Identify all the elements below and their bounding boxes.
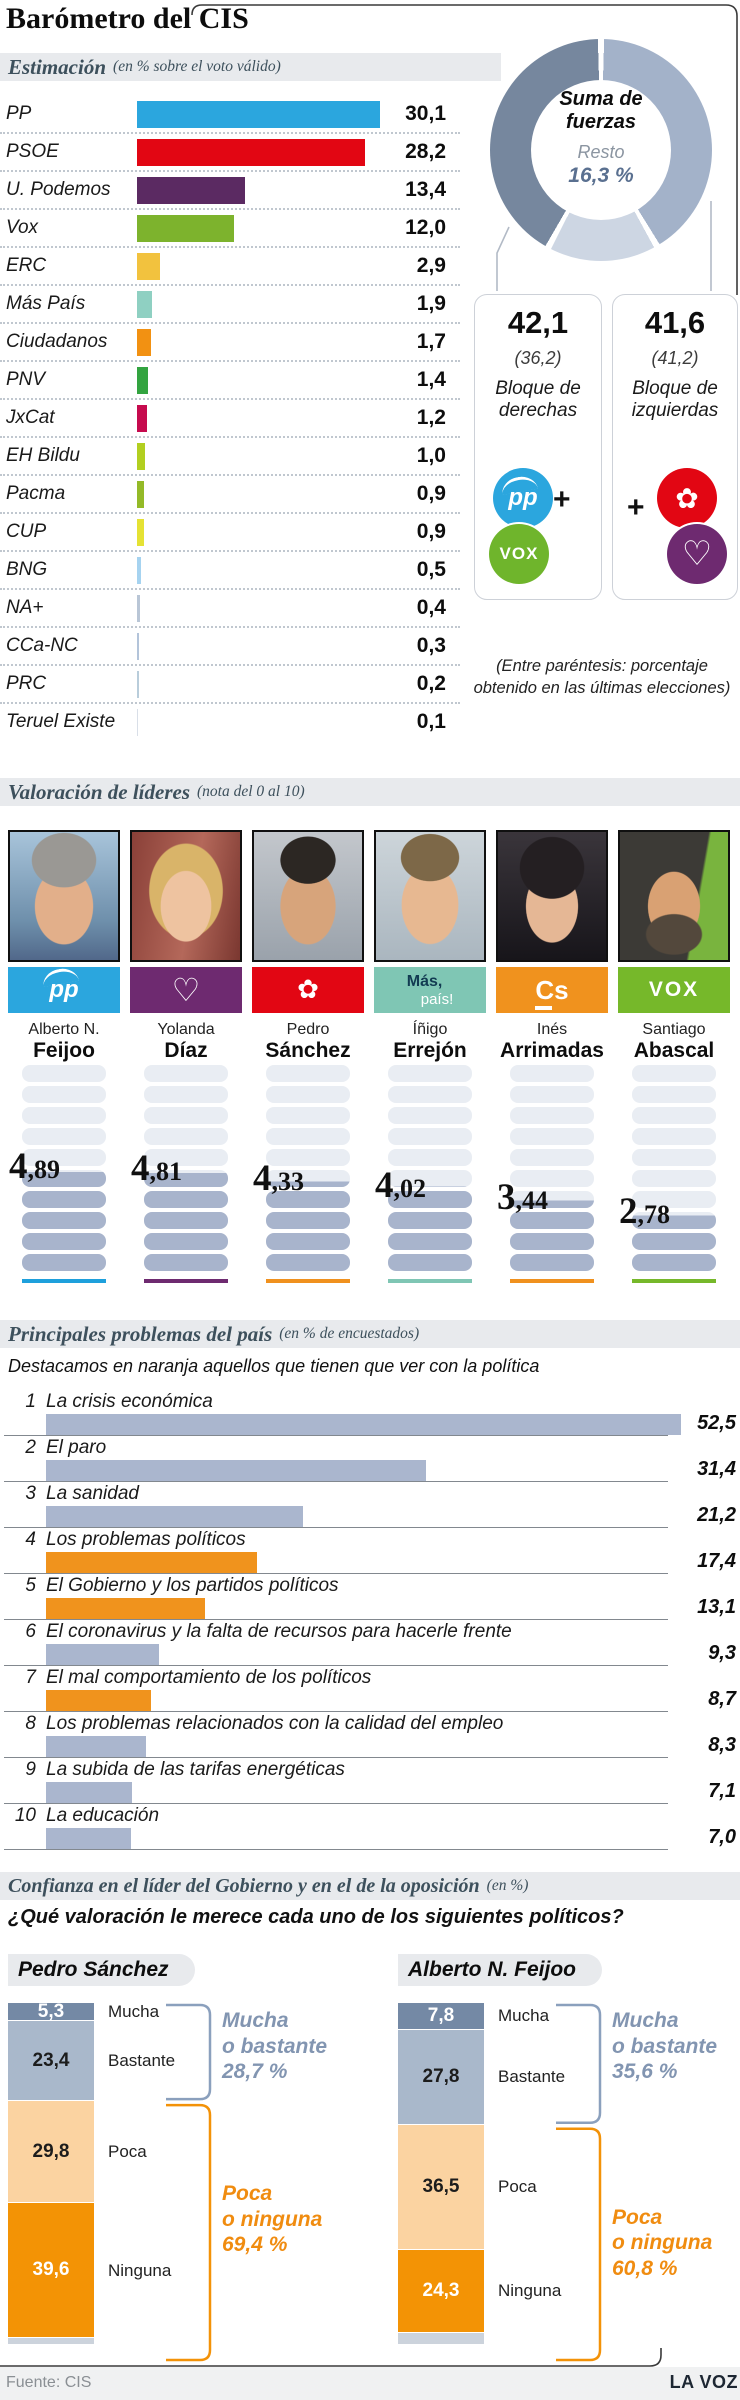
problem-rank: 3 (25, 1483, 36, 1504)
gauge-pill (510, 1065, 594, 1082)
plus-icon: + (627, 491, 645, 524)
parenthesis-note: (Entre paréntesis: porcentaje obtenido en las últimas elecciones) (473, 657, 731, 698)
party-bar (137, 443, 145, 470)
party-value: 1,4 (416, 368, 446, 391)
leader-line-derechas (497, 227, 509, 291)
problem-row (0, 1574, 740, 1620)
gauge-pill (144, 1065, 228, 1082)
party-label: Teruel Existe (6, 711, 116, 732)
resto-value: 16,3 % (568, 164, 634, 187)
problem-bar (46, 1598, 205, 1619)
confianza-subtitle: ¿Qué valoración le merece cada uno de los siguientes políticos? (8, 1906, 624, 1928)
leader-last-name: Abascal (633, 1039, 715, 1062)
summary-positive: Mucha o bastante 28,7 % (222, 2009, 328, 2084)
section-note-confianza: (en %) (486, 1877, 529, 1894)
gauge-pill (632, 1233, 716, 1250)
party-value: 0,1 (416, 710, 446, 733)
problemas-subtitle: Destacamos en naranja aquellos que tienen que ver con la política (8, 1356, 540, 1376)
party-value: 1,2 (416, 406, 446, 429)
party-bar (137, 367, 148, 394)
gauge-pill (144, 1254, 228, 1271)
leader-first-name: Alberto N. (28, 1021, 100, 1038)
leader-column-feijoo (8, 830, 120, 1290)
segment-value: 23,4 (32, 2049, 70, 2071)
leader-first-name: Yolanda (157, 1021, 215, 1038)
psoe-logo-icon: ✿ (657, 468, 717, 528)
section-title-valoracion: Valoración de líderes (8, 779, 190, 804)
gauge-pill (144, 1212, 228, 1229)
confianza-column-feijoo (398, 1930, 740, 2400)
party-color-underline (510, 1279, 594, 1283)
party-value: 0,9 (416, 520, 446, 543)
segment-value: 7,8 (427, 2004, 455, 2026)
gauge-pill (510, 1107, 594, 1124)
leader-photo-sanchez (252, 830, 364, 962)
gauge-pill (388, 1149, 472, 1166)
plus-icon: + (553, 483, 571, 516)
maspais-logo-icon: Más, país! (374, 967, 486, 1013)
problem-bar (46, 1690, 151, 1711)
party-color-underline (22, 1279, 106, 1283)
segment-value: 27,8 (422, 2065, 460, 2087)
gauge-pill (266, 1128, 350, 1145)
problem-rank: 8 (25, 1713, 36, 1734)
party-bar (137, 101, 380, 128)
brand-logo: LA VOZ (669, 2372, 738, 2392)
gauge-pill (266, 1233, 350, 1250)
problem-value: 21,2 (697, 1504, 736, 1526)
estimacion-row (0, 438, 460, 476)
leader-first-name: Inés (536, 1021, 568, 1038)
estimacion-row (0, 704, 460, 742)
party-label: BNG (6, 559, 48, 580)
segment-value: 24,3 (422, 2279, 460, 2301)
gauge-pill (388, 1128, 472, 1145)
podemos-logo-icon: ♡ (667, 524, 727, 584)
gauge-pill (266, 1107, 350, 1124)
party-bar (137, 253, 160, 280)
gauge-pill (632, 1170, 716, 1187)
segment-value: 36,5 (422, 2175, 460, 2197)
leader-score-errejon: 4,02 (375, 1164, 426, 1206)
party-color-underline (144, 1279, 228, 1283)
problem-bar (46, 1552, 257, 1573)
leader-score-abascal: 2,78 (619, 1190, 670, 1232)
segment-ninguna (398, 2250, 484, 2333)
party-value: 1,0 (416, 444, 446, 467)
party-label: CCa-NC (6, 635, 78, 656)
section-band-problemas (0, 1320, 740, 1348)
donut-center-labels (501, 88, 701, 188)
gauge-pill (632, 1254, 716, 1271)
party-label: NA+ (6, 597, 44, 618)
problem-label: Los problemas políticos (46, 1529, 246, 1550)
leader-column-errejon (374, 830, 486, 1290)
section-band-valoracion (0, 778, 740, 806)
estimacion-row (0, 248, 460, 286)
source-credit: Fuente: CIS (6, 2374, 92, 2391)
section-band-estimacion (0, 53, 501, 81)
gauge-pill (266, 1065, 350, 1082)
party-value: 2,9 (416, 254, 446, 277)
estimacion-row (0, 590, 460, 628)
party-value: 12,0 (405, 216, 446, 239)
leader-score-diaz: 4,81 (131, 1147, 182, 1189)
party-bar (137, 291, 152, 318)
politician-name-band: Pedro Sánchez (8, 1954, 195, 1986)
summary-positive: Mucha o bastante 35,6 % (612, 2009, 718, 2084)
party-value: 1,7 (416, 330, 446, 353)
party-label: PNV (6, 369, 46, 390)
problem-row (0, 1482, 740, 1528)
leader-score-arrimadas: 3,44 (497, 1176, 548, 1218)
problem-value: 9,3 (708, 1642, 736, 1664)
party-value: 0,9 (416, 482, 446, 505)
party-label: PP (6, 103, 32, 124)
estimacion-row (0, 476, 460, 514)
rating-gauge-arrimadas (510, 1065, 594, 1275)
segment-label: Ninguna (498, 2281, 562, 2301)
segment-label: Mucha (108, 2002, 160, 2022)
bloque-izquierdas-value: 41,6 (644, 305, 706, 340)
leader-first-name: Íñigo (412, 1021, 448, 1038)
party-value: 13,4 (405, 178, 446, 201)
gauge-pill (388, 1233, 472, 1250)
segment-poca (8, 2101, 94, 2203)
estimacion-row (0, 286, 460, 324)
gauge-pill (144, 1233, 228, 1250)
segment-label: Bastante (498, 2067, 566, 2087)
problem-rank: 5 (25, 1575, 36, 1596)
party-label: ERC (6, 255, 47, 276)
segment-bastante (398, 2030, 484, 2125)
problem-label: El Gobierno y los partidos políticos (46, 1575, 339, 1596)
estimacion-row (0, 96, 460, 134)
problem-value: 8,3 (708, 1734, 736, 1756)
gauge-pill (388, 1086, 472, 1103)
party-value: 0,5 (416, 558, 446, 581)
segment-bastante (8, 2021, 94, 2101)
problem-rank: 6 (25, 1621, 36, 1642)
party-color-underline (388, 1279, 472, 1283)
confidence-stacked-bar (8, 2000, 94, 2345)
estimacion-row (0, 552, 460, 590)
party-bar (137, 329, 151, 356)
leader-first-name: Santiago (642, 1021, 706, 1038)
section-note-problemas: (en % de encuestados) (279, 1325, 420, 1342)
section-title-estimacion: Estimación (8, 54, 107, 79)
gauge-pill (632, 1107, 716, 1124)
leader-column-arrimadas (496, 830, 608, 1290)
problem-bar (46, 1782, 132, 1803)
problem-row (0, 1436, 740, 1482)
confidence-stacked-bar (398, 2003, 484, 2345)
suma-title-line2: fuerzas (565, 111, 637, 133)
leader-column-sanchez (252, 830, 364, 1290)
party-label: Ciudadanos (6, 331, 108, 352)
bloque-derechas-label: Bloque de derechas (495, 378, 581, 422)
party-value: 0,3 (416, 634, 446, 657)
gauge-pill (510, 1233, 594, 1250)
problem-bar (46, 1736, 146, 1757)
segment-label: Poca (108, 2142, 147, 2162)
gauge-pill (22, 1254, 106, 1271)
gauge-pill (22, 1212, 106, 1229)
cs-logo-icon: Cs (496, 967, 608, 1013)
party-bar (137, 595, 140, 622)
problem-label: La sanidad (46, 1483, 139, 1504)
summary-negative: Poca o ninguna 69,4 % (222, 2182, 323, 2257)
party-bar (137, 709, 138, 736)
gauge-pill (144, 1128, 228, 1145)
leader-name-arrimadas (496, 1021, 608, 1063)
estimacion-row (0, 210, 460, 248)
problem-rank: 7 (25, 1667, 36, 1688)
pp-logo-icon: pp (8, 967, 120, 1013)
segment-mucha (398, 2003, 484, 2030)
gauge-pill (388, 1107, 472, 1124)
segment-mucha (8, 2000, 94, 2022)
gauge-pill (388, 1254, 472, 1271)
party-bar (137, 139, 365, 166)
section-note-valoracion: (nota del 0 al 10) (197, 783, 305, 800)
party-label: PRC (6, 673, 47, 694)
bloque-izquierdas-card (612, 294, 738, 600)
gauge-pill (388, 1065, 472, 1082)
vox-logo-icon: VOX (489, 524, 549, 584)
suma-title-line1: Suma de (559, 88, 643, 110)
party-color-underline (632, 1279, 716, 1283)
estimacion-bar-chart (0, 96, 460, 742)
page-title: Barómetro del CIS (6, 2, 249, 35)
problem-rank: 10 (14, 1805, 36, 1826)
problem-rank: 2 (25, 1437, 36, 1458)
bloque-izquierdas-previous: (41,2) (651, 348, 699, 368)
gauge-pill (144, 1086, 228, 1103)
gauge-pill (632, 1086, 716, 1103)
problem-value: 7,0 (708, 1826, 736, 1848)
problem-row (0, 1666, 740, 1712)
politician-name-band: Alberto N. Feijoo (398, 1954, 602, 1986)
gauge-pill (22, 1128, 106, 1145)
estimacion-row (0, 400, 460, 438)
gauge-pill (266, 1254, 350, 1271)
segment-label: Bastante (108, 2051, 176, 2071)
problem-value: 31,4 (697, 1458, 736, 1480)
problem-value: 17,4 (697, 1550, 736, 1572)
party-label: U. Podemos (6, 179, 111, 200)
problem-value: 52,5 (697, 1412, 736, 1434)
podemos-logo-icon: ♡ (130, 967, 242, 1013)
problem-label: Los problemas relacionados con la calidad del empleo (46, 1713, 504, 1734)
bracket-negative (556, 2129, 600, 2360)
gauge-pill (632, 1128, 716, 1145)
gauge-pill (266, 1212, 350, 1229)
bloque-derechas-previous: (36,2) (514, 348, 562, 368)
leader-name-sanchez (252, 1021, 364, 1063)
estimacion-row (0, 172, 460, 210)
party-bar (137, 481, 144, 508)
gauge-pill (266, 1086, 350, 1103)
leader-last-name: Arrimadas (500, 1039, 604, 1062)
leader-last-name: Sánchez (265, 1039, 351, 1062)
summary-negative: Poca o ninguna 60,8 % (612, 2205, 713, 2280)
problem-row (0, 1758, 740, 1804)
leader-last-name: Díaz (164, 1039, 208, 1062)
estimacion-row (0, 514, 460, 552)
problem-rank: 1 (25, 1391, 36, 1412)
leader-column-abascal (618, 830, 730, 1290)
party-label: PSOE (6, 141, 59, 162)
segment-value: 39,6 (32, 2259, 70, 2281)
gauge-pill (22, 1233, 106, 1250)
bloque-derechas-value: 42,1 (507, 305, 569, 340)
bracket-negative (166, 2105, 210, 2360)
gauge-pill (388, 1212, 472, 1229)
party-label: Pacma (6, 483, 66, 504)
problem-bar (46, 1414, 681, 1435)
problem-row (0, 1804, 740, 1850)
party-bar (137, 671, 139, 698)
leader-name-abascal (618, 1021, 730, 1063)
problem-label: El coronavirus y la falta de recursos para hacerle frente (46, 1621, 512, 1642)
segment-residual (398, 2333, 484, 2345)
problem-row (0, 1712, 740, 1758)
gauge-pill (144, 1191, 228, 1208)
gauge-pill (22, 1086, 106, 1103)
party-value: 0,2 (416, 672, 446, 695)
leader-photo-errejon (374, 830, 486, 962)
problem-bar (46, 1828, 131, 1849)
leader-photo-diaz (130, 830, 242, 962)
party-bar (137, 177, 245, 204)
estimacion-row (0, 134, 460, 172)
segment-label: Poca (498, 2177, 537, 2197)
problem-row (0, 1390, 740, 1436)
section-band-confianza (0, 1872, 740, 1900)
leader-name-errejon (374, 1021, 486, 1063)
estimacion-row (0, 324, 460, 362)
problem-value: 8,7 (708, 1688, 736, 1710)
gauge-pill (22, 1107, 106, 1124)
gauge-pill (510, 1254, 594, 1271)
party-label: Vox (6, 217, 39, 238)
segment-residual (8, 2338, 94, 2344)
problem-bar (46, 1644, 159, 1665)
bloque-derechas-card (474, 294, 602, 600)
party-value: 0,4 (416, 596, 446, 619)
bracket-positive (556, 2005, 600, 2123)
problem-bar (46, 1460, 426, 1481)
segment-label: Mucha (498, 2006, 550, 2026)
leader-last-name: Feijoo (33, 1039, 95, 1062)
problem-label: La educación (46, 1805, 160, 1826)
estimacion-row (0, 666, 460, 704)
problem-value: 7,1 (708, 1780, 736, 1802)
gauge-pill (22, 1191, 106, 1208)
party-bar (137, 215, 234, 242)
party-value: 1,9 (416, 292, 446, 315)
gauge-pill (510, 1149, 594, 1166)
problem-rank: 4 (25, 1529, 36, 1550)
party-bar (137, 519, 144, 546)
leader-name-feijoo (8, 1021, 120, 1063)
gauge-pill (510, 1128, 594, 1145)
party-value: 28,2 (405, 140, 446, 163)
gauge-pill (632, 1149, 716, 1166)
problem-row (0, 1620, 740, 1666)
party-label: JxCat (6, 407, 55, 428)
party-bar (137, 405, 147, 432)
problem-value: 13,1 (697, 1596, 736, 1618)
segment-ninguna (8, 2203, 94, 2338)
confianza-column-sanchez (8, 1930, 362, 2400)
problemas-bar-chart (0, 1390, 740, 1860)
party-value: 30,1 (405, 102, 446, 125)
problem-label: La crisis económica (46, 1391, 213, 1412)
rating-gauge-abascal (632, 1065, 716, 1275)
party-label: Más País (6, 293, 86, 314)
section-title-confianza: Confianza en el líder del Gobierno y en el de la oposición (8, 1874, 480, 1897)
segment-value: 29,8 (32, 2140, 70, 2162)
bloque-izquierdas-label: Bloque de izquierdas (631, 378, 719, 422)
segment-poca (398, 2125, 484, 2250)
leader-name-diaz (130, 1021, 242, 1063)
gauge-pill (144, 1107, 228, 1124)
problem-row (0, 1528, 740, 1574)
leader-photo-feijoo (8, 830, 120, 962)
party-label: CUP (6, 521, 47, 542)
gauge-pill (22, 1065, 106, 1082)
vox-logo-icon: VOX (618, 967, 730, 1013)
party-bar (137, 557, 141, 584)
row-divider (4, 1849, 668, 1850)
leader-photo-arrimadas (496, 830, 608, 962)
segment-value: 5,3 (37, 2000, 65, 2022)
problem-bar (46, 1506, 303, 1527)
estimacion-row (0, 362, 460, 400)
gauge-pill (632, 1065, 716, 1082)
problem-label: La subida de las tarifas energéticas (46, 1759, 345, 1780)
resto-label: Resto (577, 142, 625, 162)
leader-score-sanchez: 4,33 (253, 1158, 304, 1200)
leader-column-diaz (130, 830, 242, 1290)
leader-last-name: Errejón (393, 1039, 467, 1062)
problem-label: El paro (46, 1437, 107, 1458)
leader-photo-abascal (618, 830, 730, 962)
leader-first-name: Pedro (286, 1021, 330, 1038)
problem-rank: 9 (25, 1759, 36, 1780)
segment-label: Ninguna (108, 2260, 172, 2280)
party-color-underline (266, 1279, 350, 1283)
psoe-logo-icon: ✿ (252, 967, 364, 1013)
leader-score-feijoo: 4,89 (9, 1146, 60, 1188)
section-note-estimacion: (en % sobre el voto válido) (113, 58, 281, 75)
problem-label: El mal comportamiento de los políticos (46, 1667, 372, 1688)
section-title-problemas: Principales problemas del país (8, 1321, 273, 1346)
party-label: EH Bildu (6, 445, 80, 466)
estimacion-row (0, 628, 460, 666)
party-bar (137, 633, 139, 660)
pp-logo-icon: pp (493, 468, 553, 528)
footer (0, 2367, 740, 2400)
gauge-pill (510, 1086, 594, 1103)
